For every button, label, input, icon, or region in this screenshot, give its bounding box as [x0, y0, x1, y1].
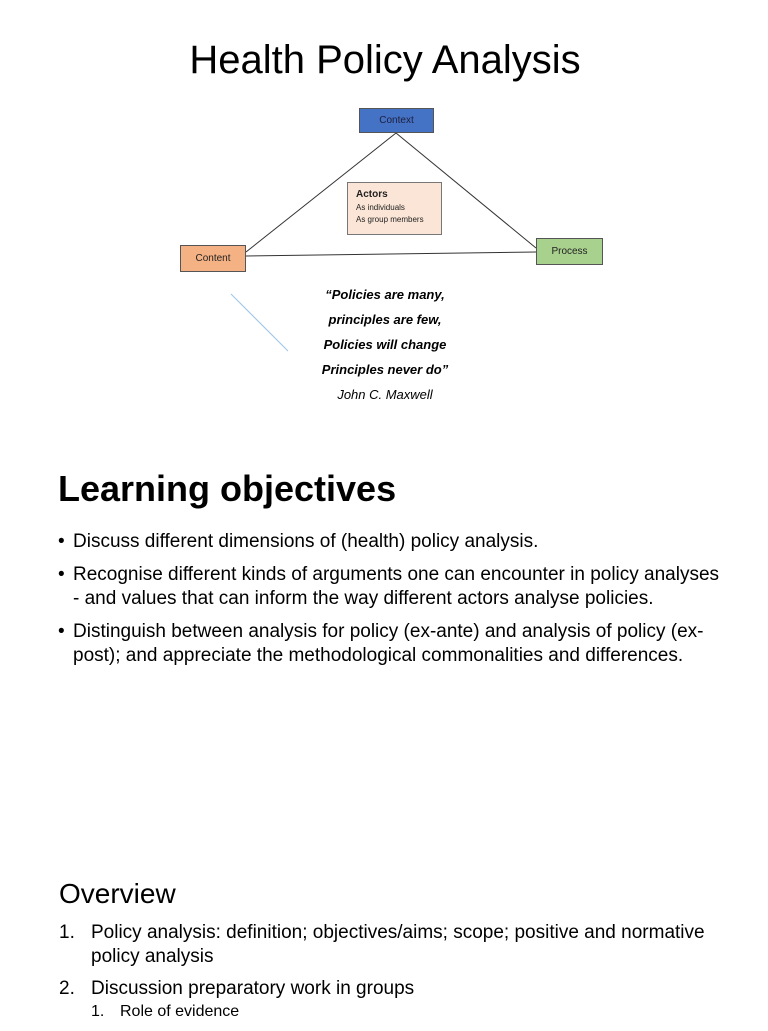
quote-author: John C. Maxwell [337, 387, 433, 402]
objective-item: • Distinguish between analysis for policy (ex-ante) and analysis of policy (ex-post); and appreciate the methodological commonalities and differences. [58, 620, 728, 668]
quote-line: “Policies are many, [325, 287, 445, 302]
page-title: Health Policy Analysis [189, 38, 581, 82]
quote-line: Principles never do” [321, 362, 449, 377]
overview-list [59, 921, 739, 1031]
quote-block [300, 282, 470, 407]
overview-subitem [91, 1001, 739, 1023]
actors-line-individuals: As individuals [356, 203, 405, 212]
policy-triangle-diagram [0, 0, 768, 420]
quote-line: Policies will change [323, 337, 447, 352]
overview-item [59, 921, 739, 969]
content-process-line [246, 252, 536, 256]
objective-item: • Discuss different dimensions of (health) policy analysis. [58, 530, 728, 554]
objectives-list [58, 530, 728, 677]
context-box: Context [359, 108, 434, 133]
overview-item-text: Policy analysis: definition; objectives/aims; scope; positive and normative policy analysis [91, 922, 705, 967]
accent-line [231, 294, 288, 351]
actors-line-group: As group members [356, 215, 424, 224]
actors-box [347, 182, 442, 235]
process-box: Process [536, 238, 603, 265]
overview-subitem-text: Role of evidence [120, 1003, 240, 1020]
overview-item-number: 2. [59, 978, 75, 999]
overview-item-text: Discussion preparatory work in groups [91, 978, 415, 999]
overview-heading: Overview [59, 878, 176, 909]
quote-line: principles are few, [328, 312, 442, 327]
overview-sublist [91, 1001, 739, 1023]
objectives-heading: Learning objectives [58, 468, 397, 509]
content-box: Content [180, 245, 246, 272]
overview-subitem-number: 1. [91, 1003, 105, 1020]
overview-item [59, 977, 739, 1023]
objective-item: • Recognise different kinds of arguments one can encounter in policy analyses - and values that can inform the way different actors analyse policies. [58, 563, 728, 611]
overview-item-number: 1. [59, 922, 75, 943]
actors-heading: Actors [356, 189, 388, 200]
